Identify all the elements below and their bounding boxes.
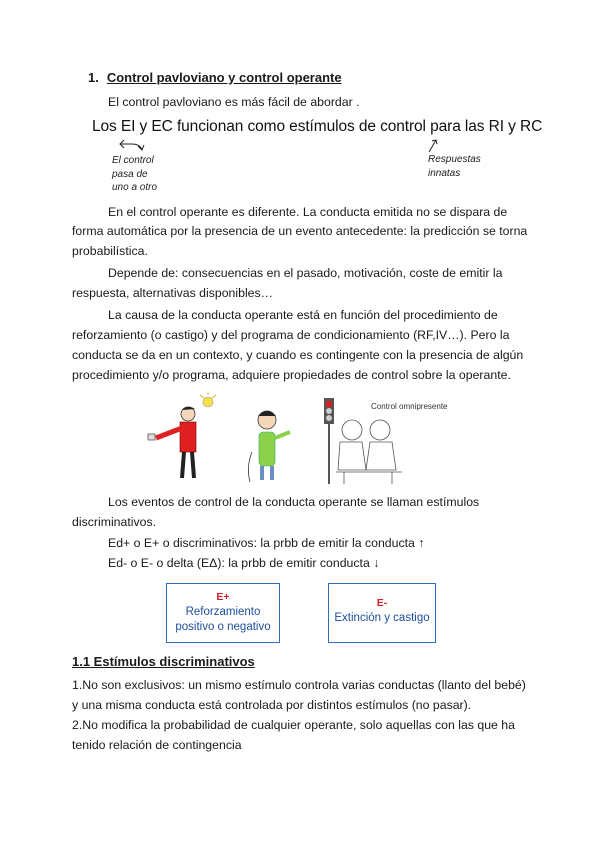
e-minus-label: E-: [376, 597, 388, 609]
paragraph-3-line-1: La causa de la conducta operante está en función del procedimiento de: [108, 308, 498, 322]
paragraph-1-line-1: En el control operante es diferente. La conducta emitida no se dispara de: [108, 205, 508, 219]
item-2-line-1: 2.No modifica la probabilidad de cualquier operante, solo aquellas con las que ha: [72, 718, 515, 732]
item-1-line-2: y una misma conducta está controlada por distintos estímulos (no pasar).: [72, 698, 472, 712]
paragraph-1-line-3: probabilística.: [72, 244, 148, 258]
subsection-title: 1.1 Estímulos discriminativos: [72, 654, 255, 669]
banner-statement: Los EI y EC funcionan como estímulos de control para las RI y RC: [92, 118, 543, 135]
person-switch-figure: [148, 407, 196, 478]
children-figures: [336, 420, 402, 484]
paragraph-1-line-2: forma automática por la presencia de un evento antecedente: la predicción se torna: [72, 224, 528, 238]
person-phone-figure: [248, 411, 290, 482]
arrow-left-icon: [118, 136, 148, 156]
section-number: 1.: [88, 70, 99, 85]
e-plus-label: E+: [216, 591, 230, 603]
ed-plus-text: Ed+ o E+ o discriminativos: la prbb de emitir la conducta ↑: [108, 536, 425, 550]
paragraph-3-line-3: conducta se da en un contexto, y cuando es contingente con la presencia de algún: [72, 348, 524, 362]
intro-text: El control pavloviano es más fácil de abordar .: [108, 95, 360, 109]
paragraph-2-line-2: respuesta, alternativas disponibles…: [72, 286, 273, 300]
lightbulb-icon: [200, 392, 216, 407]
paragraph-3-line-2: reforzamiento (o castigo) y del programa de condicionamiento (RF,IV…). Pero la: [72, 328, 510, 342]
illustration-label: Control omnipresente: [371, 402, 448, 411]
paragraph-4-line-1: Los eventos de control de la conducta operante se llaman estímulos: [108, 495, 480, 509]
item-1-line-1: 1.No son exclusivos: un mismo estímulo controla varias conductas (llanto del bebé): [72, 678, 526, 692]
e-plus-line1: Reforzamiento: [185, 606, 261, 618]
annotation-right: Respuestas innatas: [428, 154, 481, 179]
section-title: Control pavloviano y control operante: [106, 70, 342, 85]
paragraph-2-line-1: Depende de: consecuencias en el pasado, motivación, coste de emitir la: [108, 266, 503, 280]
paragraph-3-line-4: procedimiento y/o programa, adquiere propiedades de control sobre la operante.: [72, 368, 511, 382]
traffic-light-icon: [324, 398, 334, 484]
ed-minus-text: Ed- o E- o delta (EΔ): la prbb de emitir conducta ↓: [108, 556, 380, 570]
item-2-line-2: tenido relación de contingencia: [72, 738, 242, 752]
annotation-left: El control pasa de uno a otro: [112, 155, 158, 193]
paragraph-4-line-2: discriminativos.: [72, 515, 157, 529]
e-minus-box: [328, 583, 436, 643]
e-plus-line2: positivo o negativo: [175, 621, 271, 633]
section-heading: [88, 70, 342, 85]
e-minus-line1: Extinción y castigo: [334, 612, 430, 624]
e-plus-box: [166, 583, 280, 643]
